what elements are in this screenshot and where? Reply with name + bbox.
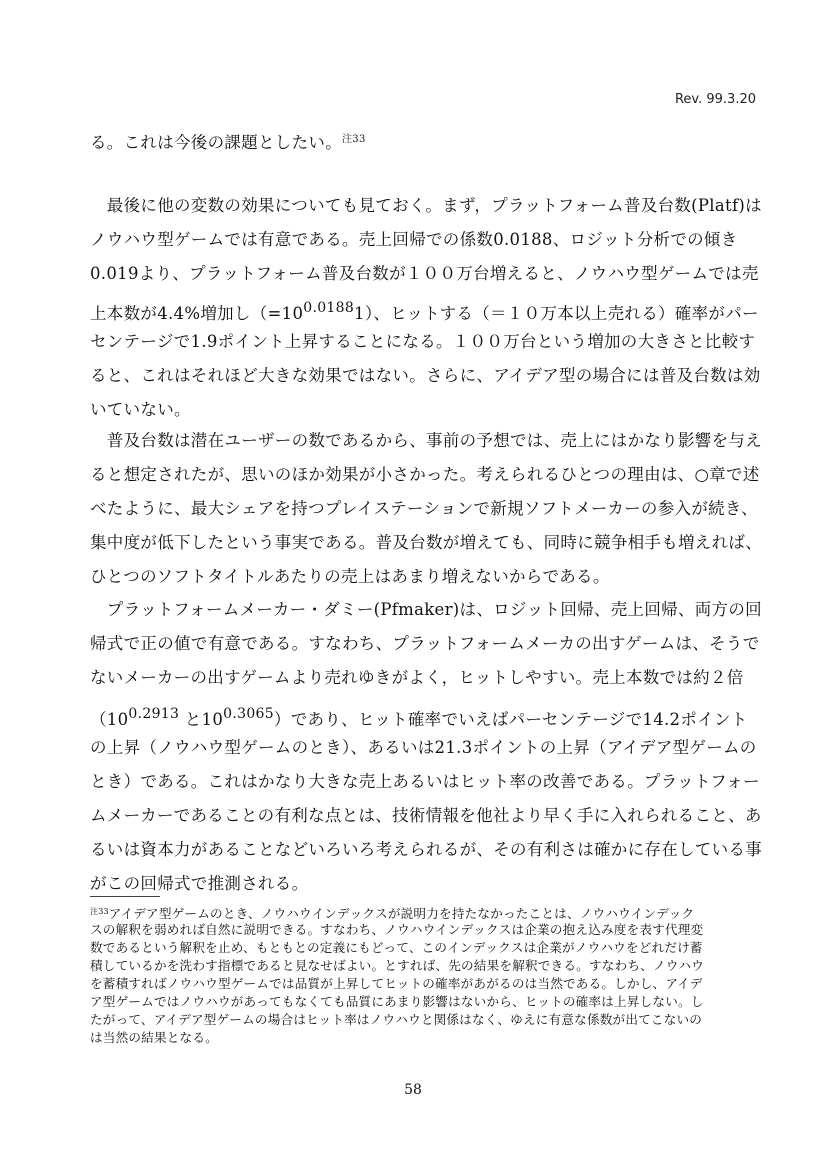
para2-line: べたように、最大シェアを持つプレイステーションで新規ソフトメーカーの参入が続き、 <box>90 499 758 518</box>
continuation-line <box>90 130 366 153</box>
para3-line: ないメーカーの出すゲームより売れゆきがよく，ヒットしやすい。売上本数では約２倍 <box>90 668 744 687</box>
para3-line: るいは資本力があることなどいろいろ考えられるが、その有利さは確かに存在している事 <box>90 840 762 859</box>
para1-text: 上本数が4.4%増加し（=10 <box>90 304 304 323</box>
para2-line: ると想定されたが、思いのほか効果が小さかった。考えられるひとつの理由は、○章で述 <box>90 465 760 484</box>
para3-text: ）であり、ヒット確率でいえばパーセンテージで14.2ポイント <box>273 710 748 729</box>
para1-line-formula <box>90 298 759 324</box>
para3-line: プラットフォームメーカー・ダミー(Pfmaker)は、ロジット回帰、売上回帰、両方の回 <box>90 600 762 619</box>
para1-line: 0.019より、プラットフォーム普及台数が１００万台増えると、ノウハウ型ゲームでは売 <box>90 264 759 283</box>
footnote-line: スの解釈を弱めれば自然に説明できる。すなわち、ノウハウインデックスは企業の抱え込み度を表す代理変 <box>90 922 704 937</box>
para3-line: 帰式で正の値で有意である。すなわち、プラットフォームメーカの出すゲームは、そうで <box>90 634 760 653</box>
page-number: 58 <box>404 1082 422 1098</box>
footnote-ref: 注33 <box>342 134 366 145</box>
continuation-text: る。これは今後の課題としたい。 <box>90 133 342 152</box>
para1-line: ると、これはそれほど大きな効果ではない。さらに、アイデア型の場合には普及台数は効 <box>90 366 761 385</box>
para3-line: ムメーカーであることの有利な点とは、技術情報を他社より早く手に入れられること、あ <box>90 806 762 825</box>
footnote-line: ア型ゲームではノウハウがあってもなくても品質にあまり影響はないから、ヒットの確率は上昇しない。し <box>90 994 704 1009</box>
para3-line-formula <box>90 704 748 730</box>
revision-label: Rev. 99.3.20 <box>674 92 756 107</box>
footnote-line: を蓄積すればノウハウ型ゲームでは品質が上昇してヒットの確率があがるのは当然である。しかし、アイデ <box>90 976 703 991</box>
exponent: 0.2913 <box>128 706 180 722</box>
exponent: 0.3065 <box>223 706 274 722</box>
footnote-line: 数であるという解釈を止め、もともとの定義にもどって、このインデックスは企業がノウハウをどれだけ蓄 <box>90 940 703 955</box>
para1-line: センテージで1.9ポイント上昇することになる。１００万台という増加の大きさと比較す <box>90 332 756 351</box>
footnote-divider <box>90 896 160 897</box>
para1-text: 1）、ヒットする（＝１０万本以上売れる）確率がパー <box>354 304 759 323</box>
para1-line: いていない。 <box>90 400 191 419</box>
footnote-mark: 注33 <box>90 907 109 916</box>
exponent: 0.0188 <box>303 300 355 316</box>
para3-line: とき）である。これはかなり大きな売上あるいはヒット率の改善である。プラットフォー <box>90 772 760 791</box>
para2-line: ひとつのソフトタイトルあたりの売上はあまり増えないからである。 <box>90 567 610 586</box>
footnote-line: は当然の結果となる。 <box>90 1030 218 1045</box>
para3-line: の上昇（ノウハウ型ゲームのとき）、あるいは21.3ポイントの上昇（アイデア型ゲームの <box>90 738 757 757</box>
para2-line: 普及台数は潜在ユーザーの数であるから、事前の予想では、売上にはかなり影響を与え <box>90 431 762 450</box>
para1-line: ノウハウ型ゲームでは有意である。売上回帰での係数0.0188、ロジット分析での傾き <box>90 230 738 249</box>
para3-text: と10 <box>184 710 224 729</box>
footnote-text: アイデア型ゲームのとき、ノウハウインデックスが説明力を持たなかったことは、ノウハウインデック <box>108 906 695 921</box>
para1-line: 最後に他の変数の効果についても見ておく。まず，プラットフォーム普及台数(Platf)は <box>90 196 762 215</box>
footnote-line: 積しているかを洗わす指標であると見なせばよい。とすれば、先の結果を解釈できる。すなわち、ノウハウ <box>90 958 705 973</box>
para3-line: がこの回帰式で推測される。 <box>90 874 309 893</box>
para2-line: 集中度が低下したという事実である。普及台数が増えても、同時に競争相手も増えれば、 <box>90 533 762 552</box>
footnote-line <box>90 904 694 922</box>
footnote-line: たがって、アイデア型ゲームの場合はヒット率はノウハウと関係はなく、ゆえに有意な係数が出てこないの <box>90 1012 703 1027</box>
para3-text: （10 <box>90 710 129 729</box>
